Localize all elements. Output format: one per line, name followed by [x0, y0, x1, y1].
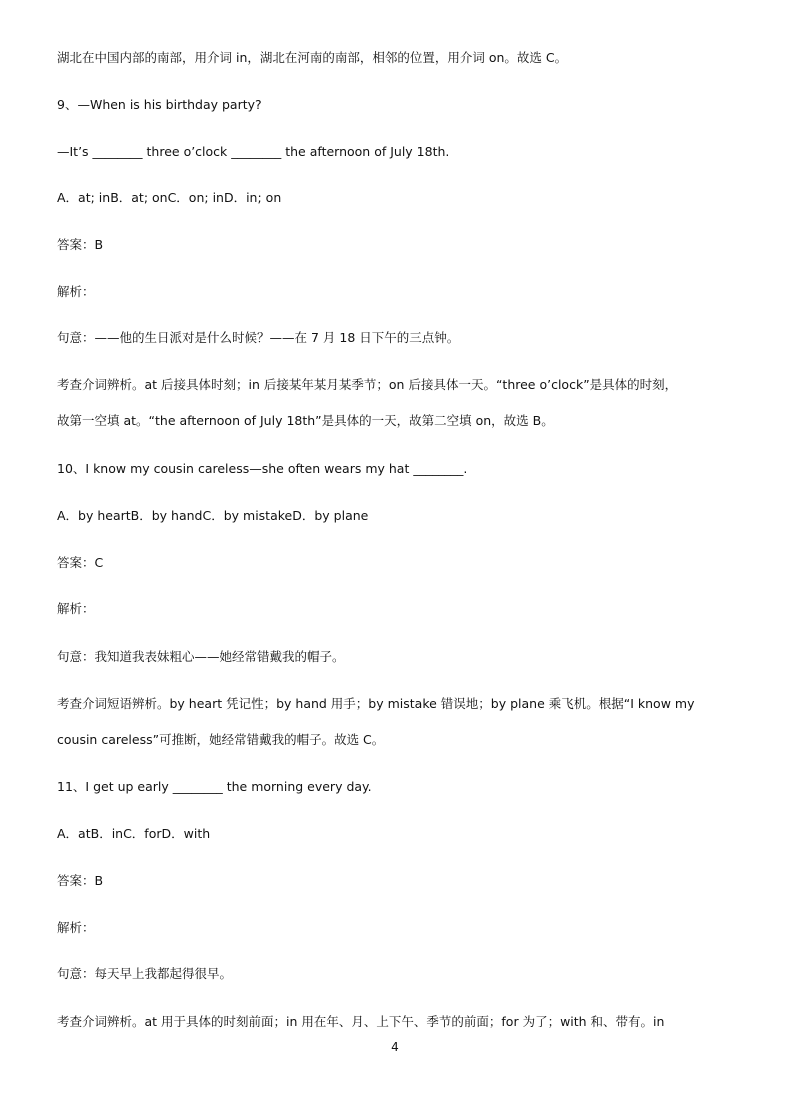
question-11-analysis-label: 解析： — [57, 920, 95, 935]
question-9-explanation-line-1: 考查介词辨析。at 后接具体时刻；in 后接某年某月某季节；on 后接具体一天。“three o’clock”是具体的时刻， — [57, 377, 678, 392]
question-11-explanation-line-1: 考查介词辨析。at 用于具体的时刻前面；in 用在年、月、上下午、季节的前面；for 为了；with 和、带有。in — [57, 1014, 665, 1029]
question-9-analysis-label: 解析： — [57, 284, 95, 299]
question-10-answer: 答案：C — [57, 555, 104, 570]
question-11-prompt: 11、I get up early ________ the morning every day. — [57, 779, 372, 794]
question-10-explanation-line-2: cousin careless”可推断，她经常错戴我的帽子。故选 C。 — [57, 732, 385, 747]
question-9-meaning: 句意：——他的生日派对是什么时候？——在 7 月 18 日下午的三点钟。 — [57, 330, 460, 345]
question-10-meaning: 句意：我知道我表妹粗心——她经常错戴我的帽子。 — [57, 649, 345, 664]
question-9-prompt: 9、—When is his birthday party? — [57, 97, 262, 112]
question-9-options: A．at; inB．at; onC．on; inD．in; on — [57, 190, 282, 205]
question-9-sentence: —It’s ________ three o’clock ________ the afternoon of July 18th. — [57, 144, 450, 159]
question-10-explanation-line-1: 考查介词短语辨析。by heart 凭记性；by hand 用手；by mistake 错误地；by plane 乘飞机。根据“I know my — [57, 696, 695, 711]
question-11-answer: 答案：B — [57, 873, 104, 888]
question-10-options: A．by heartB．by handC．by mistakeD．by plane — [57, 508, 369, 523]
question-9-explanation-line-2: 故第一空填 at。“the afternoon of July 18th”是具体的一天，故第二空填 on，故选 B。 — [57, 413, 554, 428]
question-10-prompt: 10、I know my cousin careless—she often wears my hat ________. — [57, 461, 468, 476]
page-number: 4 — [391, 1040, 399, 1054]
question-11-meaning: 句意：每天早上我都起得很早。 — [57, 966, 233, 981]
question-11-options: A．atB．inC．forD．with — [57, 826, 211, 841]
question-9-answer: 答案：B — [57, 237, 104, 252]
text-line-explanation-hubei: 湖北在中国内部的南部，用介词 in，湖北在河南的南部，相邻的位置，用介词 on。故选 C。 — [57, 50, 568, 65]
question-10-analysis-label: 解析： — [57, 601, 95, 616]
